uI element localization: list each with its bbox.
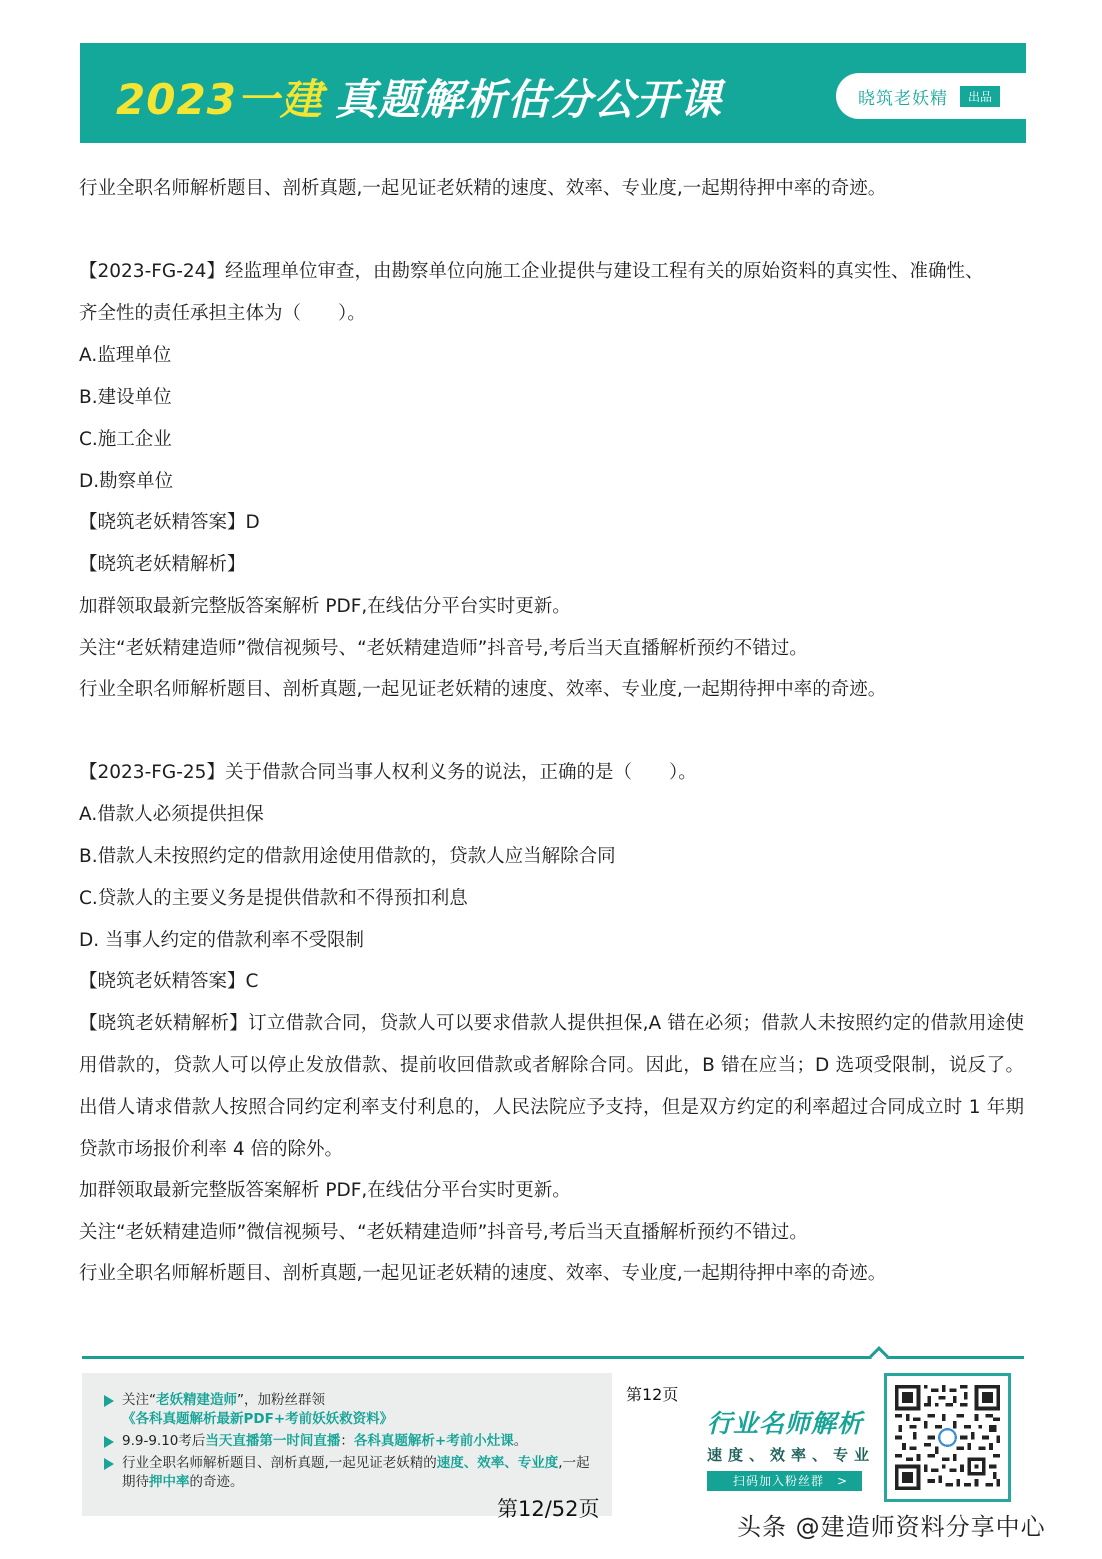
promo-title: 行业名师解析 — [707, 1409, 864, 1438]
q25-option-a: A.借款人必须提供担保 — [79, 804, 264, 825]
footer-highlight: 各科真题解析+考前小灶课 — [353, 1433, 514, 1449]
q24-option-b: B.建设单位 — [79, 387, 172, 408]
join-fan-group-button[interactable]: 扫码加入粉丝群 > — [707, 1471, 862, 1491]
q24-option-a: A.监理单位 — [79, 345, 172, 366]
promo-subtitle: 速度、效率、专业 — [707, 1446, 876, 1464]
footer-text: ”，加粉丝群领 — [237, 1392, 325, 1408]
intro-line: 行业全职名师解析题目、剖析真题,一起见证老妖精的速度、效率、专业度,一起期待押中率的奇迹。 — [79, 178, 887, 199]
page-number-small: 第12页 — [626, 1385, 679, 1404]
q25-option-d: D. 当事人约定的借款利率不受限制 — [79, 930, 365, 951]
banner-title — [116, 67, 722, 127]
footer-item — [104, 1454, 594, 1492]
q25-option-c: C.贷款人的主要义务是提供借款和不得预扣利息 — [79, 888, 468, 909]
qr-code-graphic — [895, 1384, 1000, 1491]
footer-text: 。 — [513, 1433, 528, 1449]
footer-text: ,一起期待 — [122, 1455, 590, 1490]
q24-option-d: D.勘察单位 — [79, 471, 174, 492]
footer-notch — [869, 1346, 889, 1366]
banner-year-label: 2023一建 — [116, 75, 323, 124]
promo-block — [707, 1404, 876, 1491]
footer-item — [104, 1432, 594, 1451]
footer-text: 的奇迹。 — [189, 1474, 244, 1490]
q25-note-1: 加群领取最新完整版答案解析 PDF,在线估分平台实时更新。 — [79, 1180, 571, 1201]
footer-highlight: 老妖精建造师 — [156, 1392, 237, 1408]
footer-text: 行业全职名师解析题目、剖析真题,一起见证老妖精的 — [122, 1455, 437, 1471]
banner-main-title: 真题解析估分公开课 — [334, 75, 722, 124]
footer-highlight: 押中率 — [149, 1474, 190, 1490]
q24-note-2: 关注“老妖精建造师”微信视频号、“老妖精建造师”抖音号,考后当天直播解析预约不错过。 — [79, 638, 808, 659]
q25-note-3: 行业全职名师解析题目、剖析真题,一起见证老妖精的速度、效率、专业度,一起期待押中率的奇迹。 — [79, 1263, 887, 1284]
q25-stem: 【2023-FG-25】关于借款合同当事人权利义务的说法，正确的是（ ）。 — [79, 762, 697, 783]
footer-highlight: 当天直播第一时间直播 — [205, 1433, 341, 1449]
q24-option-c: C.施工企业 — [79, 429, 172, 450]
page-number-large: 第12/52页 — [497, 1497, 600, 1521]
brand-badge — [836, 73, 1026, 119]
q24-analysis: 【晓筑老妖精解析】 — [79, 554, 246, 575]
footer-item — [104, 1391, 594, 1429]
q24-answer: 【晓筑老妖精答案】D — [79, 512, 260, 533]
q24-note-1: 加群领取最新完整版答案解析 PDF,在线估分平台实时更新。 — [79, 596, 571, 617]
q25-answer: 【晓筑老妖精答案】C — [79, 971, 259, 992]
footer-highlight: 速度、效率、专业度 — [436, 1455, 559, 1471]
q24-stem-line2: 齐全性的责任承担主体为（ ）。 — [79, 303, 366, 324]
watermark: 头条 @建造师资料分享中心 — [737, 1513, 1046, 1541]
q25-option-b: B.借款人未按照约定的借款用途使用借款的，贷款人应当解除合同 — [79, 846, 616, 867]
footer-highlight: 《各科真题解析最新PDF+考前妖妖救资料》 — [122, 1411, 394, 1427]
q25-analysis: 【晓筑老妖精解析】订立借款合同，贷款人可以要求借款人提供担保,A 错在必须；借款人未按照约定的借款用途使用借款的，贷款人可以停止发放借款、提前收回借款或者解除合同。因此，B 错在应当；D 选项受限制，说反了。出借人请求借款人按照合同约定利率支付利息的，人民法院应予支持，但是双方约定的利率超过合同成立时 1 年期贷款市场报价利率 4 倍的除外。 — [79, 1013, 1024, 1160]
qr-code-icon[interactable] — [884, 1373, 1011, 1502]
q24-note-3: 行业全职名师解析题目、剖析真题,一起见证老妖精的速度、效率、专业度,一起期待押中率的奇迹。 — [79, 679, 887, 700]
footer-text: 9.9-9.10考后 — [122, 1433, 206, 1449]
brand-tag: 出品 — [960, 86, 1000, 107]
footer-text: ： — [340, 1433, 354, 1449]
q24-stem-line1: 【2023-FG-24】经监理单位审查，由勘察单位向施工企业提供与建设工程有关的原始资料的真实性、准确性、 — [79, 261, 984, 282]
q25-note-2: 关注“老妖精建造师”微信视频号、“老妖精建造师”抖音号,考后当天直播解析预约不错过。 — [79, 1222, 808, 1243]
brand-name: 晓筑老妖精 — [858, 88, 948, 109]
header-banner — [80, 43, 1026, 143]
footer-text: 关注“ — [122, 1392, 156, 1408]
